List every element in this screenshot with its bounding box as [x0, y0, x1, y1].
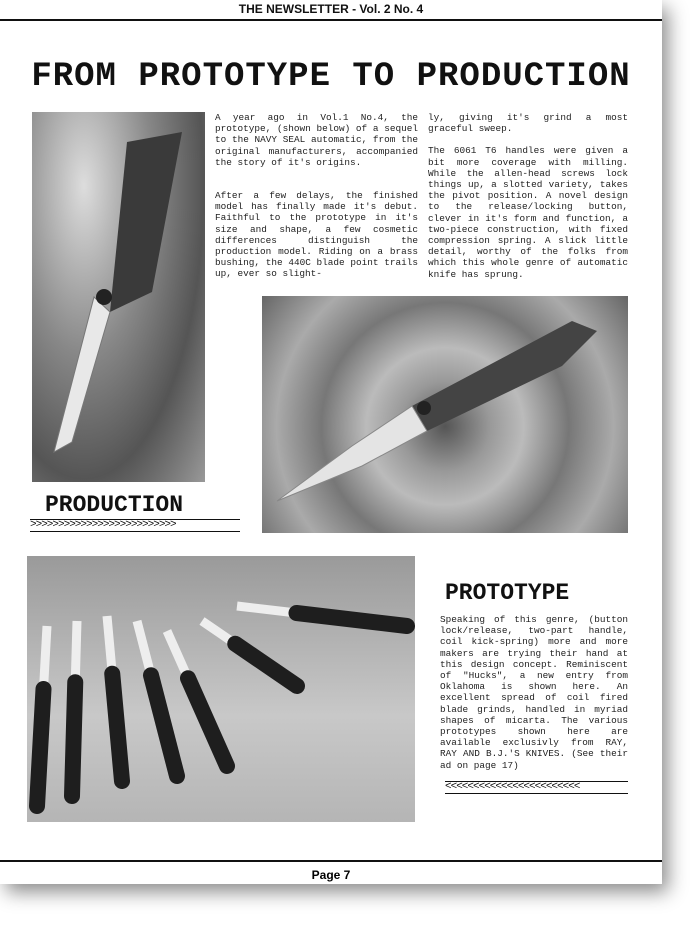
paragraph: A year ago in Vol.1 No.4, the prototype, (shown below) of a sequel to the NAVY SEAL automatic, from the original manufacturers, accompanied the story of it's origins. [215, 112, 418, 168]
paragraph: The 6061 T6 handles were given a bit more coverage with milling. While the allen-head screws lock things up, a slotted variety, takes the pivot position. A novel design to the release/locking button, clever in it's form and function, a two-piece construction, with fixed compression spring. A slick little detail, worthy of the folks from which this whole genre of automatic knife has sprung. [428, 145, 628, 280]
blade [75, 621, 77, 682]
footer-rule [0, 860, 662, 862]
knife-illustration [262, 296, 628, 533]
prototype-knives-photo [27, 556, 415, 822]
handle [112, 674, 122, 781]
knife-illustration [27, 556, 415, 822]
paragraph: ly, giving it's grind a most graceful sweep. [428, 112, 628, 135]
paragraph: After a few delays, the finished model has finally made it's debut. Faithful to the prototype in it's size and shape, a few cosmetic differences distinguish the production model. Riding on a brass bushing, the 440C blade point trails up, ever so slight- [215, 190, 418, 280]
page-number: Page 7 [311, 868, 351, 882]
production-chevron-rule: >>>>>>>>>>>>>>>>>>>>>>>>>> [30, 519, 240, 532]
handle [297, 613, 408, 626]
prototype-chevron-rule: <<<<<<<<<<<<<<<<<<<<<<<< [445, 781, 628, 794]
blade [107, 616, 112, 674]
prototype-heading: PROTOTYPE [445, 580, 570, 606]
blade [44, 626, 48, 689]
header-rule [0, 19, 662, 21]
newsletter-header: THE NEWSLETTER - Vol. 2 No. 4 [238, 2, 424, 16]
article-title: FROM PROTOTYPE TO PRODUCTION [31, 58, 631, 96]
handle [37, 689, 44, 806]
handle [188, 678, 227, 766]
production-heading: PRODUCTION [45, 492, 184, 518]
production-knife-photo-driftwood [32, 112, 205, 482]
handle [235, 644, 297, 686]
knife-illustration [32, 112, 205, 482]
handle [151, 675, 177, 776]
prototype-text: Speaking of this genre, (button lock/release, two-part handle, coil kick-spring) more and more makers are trying their hand at this design concept. Reminiscent of "Hucks", a new entry from Oklahoma is shown here. An excellent spread of coil fired blade grinds, handled in myriad shapes of micarta. The various prototypes shown here are available exclusivly from RAY, RAY AND B.J.'S KNIVES. (See their ad on page 17) [440, 614, 628, 771]
blade [137, 621, 151, 675]
production-knife-photo-succulent [262, 296, 628, 533]
article-column-2 [428, 112, 628, 291]
article-column-1 [215, 112, 418, 291]
blade [237, 606, 297, 613]
handle [72, 682, 75, 796]
